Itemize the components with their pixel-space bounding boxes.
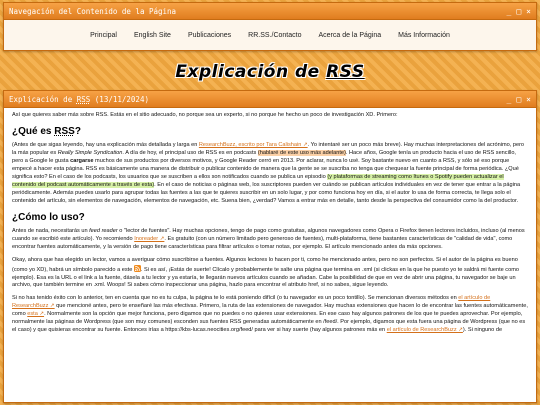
text: . Si es así, ¡Estás de suerte! Clícalo y probablemente te salte una página que termina en .xml (si clickas en la que he puesto yo te saldrá mi fuente como ejemplo). Esa es la URL o el link a la fuente, dásela a tu lector y ya estaría, te llegarán nuevos artículos cuando se añadan. Cabe la posibilidad de que en vez de abrir una página, tu navegador se baje un archivo, que también termine en .xml. Woops! Si sabes cómo inspeccionar una página, hazlo para encontrar el atributo href, si no sabes, sigue leyendo. xyxy=(12,266,519,289)
text: (Antes de que sigas leyendo, hay una explicación más detallada y larga en xyxy=(12,142,199,149)
text: Si no has tenido éxito con lo anterior, ten en cuenta que no es tu culpa, la página te lo está poniendo difícil (o tu navegador es un poco tontillo). Se mencionan diversos métodos en xyxy=(12,295,459,302)
nav-link-rrss-contacto[interactable]: RR.SS./Contacto xyxy=(248,31,302,39)
text: muchos de sus productos por diversos motivos, y Google Reader cerró en 2013. Por aclarar, nunca lo usé. Soy bastante nuevo en cuanto a RSS, y sólo sé eso porque empecé a hacer esta página. RSS es básicamente una manera de distribuir o publicar contenido de manera que la gente se se suscriba no tenga que chequear la fuente principal de forma periódica. ¿Qué significa esto? En el caso de los podcasts, los usuarios que se suscriben a ellos son notificados cuando se publica un episodio xyxy=(12,158,519,180)
nav-window xyxy=(3,2,537,51)
maximize-icon[interactable]: □ xyxy=(516,94,522,104)
text: Okay, ahora que has elegido un lector, vamos a averiguar cómo suscribirse a fuentes. Algunos lectores lo hacen por ti, como he mencionado antes, pero no son perfectos. Si el autor de la página es bueno (como yo XD), habrá un símbolo parecido a este xyxy=(12,256,518,273)
nav-link-acerca[interactable]: Acerca de la Página xyxy=(318,31,382,39)
extension-link[interactable]: esta ↗ xyxy=(27,311,45,318)
section-heading-how-to-use: ¿Cómo lo uso? xyxy=(12,211,85,223)
text: . Yo intentaré ser un poco más breve). Hay muchas interpretaciones del acrónimo, pero la más popular es xyxy=(12,142,525,157)
text: ). Si ninguno de xyxy=(462,327,503,334)
page-title xyxy=(0,62,540,82)
minimize-icon[interactable]: _ xyxy=(506,6,512,16)
text: o "lector de fuentes". Hay muchas opciones, tengo de pago como gratuitas, algunos navegadores como Opera o Firefox tienen lectores incluidos, incluso (al menos cuando se escribió este artículo). Yo recomiendo xyxy=(12,227,525,242)
text: Antes de nada, necesitarás un xyxy=(12,227,90,234)
article-window-titlebar xyxy=(4,91,536,108)
italic-text: Really Simple Syndication xyxy=(57,150,123,157)
paragraph-troubleshoot xyxy=(12,295,528,335)
paragraph-subscribe xyxy=(12,257,528,291)
paragraph-how-to-use xyxy=(12,228,528,252)
heading-suffix: ? xyxy=(74,125,81,137)
nav-link-publicaciones[interactable]: Publicaciones xyxy=(187,31,232,39)
article-content xyxy=(4,108,536,402)
text: . En el caso de noticias o páginas web, los suscriptores pueden ver cuándo se publican artículos individuales en vez de tener que entrar a la página periódicamente. Además puedes usarlo para agrupar todas las fuentes a las que te quieres suscribir en un solo lugar, y por como funciona hoy en día, si el autor lo usa de forma correcta, te llega solo el contenido del artículo, sin elementos de navegación, elementos de navegación, etc. Suena bien, ¿verdad? Vamos a entrar más en detalle, tanto desde la perspectiva del consumidor como la del productor. xyxy=(12,181,521,204)
page-title-abbr: RSS xyxy=(326,62,365,82)
researchbuzz-link[interactable]: ResearchBuzz, escrito por Tara Calishain ↗ xyxy=(198,142,308,149)
inoreader-link[interactable]: Inoreader ↗ xyxy=(134,235,165,242)
article-window-title xyxy=(9,95,149,104)
nav-link-mas-informacion[interactable]: Más Información xyxy=(398,31,450,39)
text: . A día de hoy, el principal uso de RSS es en podcasts xyxy=(122,150,258,157)
researchbuzz-link[interactable]: el artículo de ResearchBuzz ↗ xyxy=(386,327,463,334)
nav-menu xyxy=(4,20,536,50)
article-title-prefix: Explicación de xyxy=(9,94,77,104)
close-icon[interactable]: × xyxy=(526,6,531,16)
article-title-abbr: RSS xyxy=(76,94,91,104)
minimize-icon[interactable]: _ xyxy=(506,94,512,104)
italic-text: feed reader xyxy=(89,227,118,234)
article-window xyxy=(3,90,537,403)
nav-link-english-site[interactable]: English Site xyxy=(133,31,171,39)
section-heading-what-is-rss xyxy=(12,125,528,139)
rss-feed-icon[interactable] xyxy=(134,265,141,272)
bold-text: cargarse xyxy=(70,158,94,164)
maximize-icon[interactable]: □ xyxy=(516,6,522,16)
article-title-date: (13/11/2024) xyxy=(90,94,149,104)
heading-text: ¿Qué es xyxy=(12,125,55,137)
researchbuzz-link[interactable]: el artículo de ResearchBuzz ↗ xyxy=(12,295,491,310)
page-title-text: Explicación de xyxy=(175,62,327,82)
window-controls xyxy=(507,95,531,104)
nav-window-title: Navegación del Contenido de la Página xyxy=(9,6,177,16)
window-controls xyxy=(507,7,531,16)
highlight-orange: (hablaré de este uso más adelante) xyxy=(257,150,346,157)
nav-link-principal[interactable]: Principal xyxy=(90,31,117,39)
text: . Normalmente son la opción que mejor funciona, pero digamos que no puedes o no quieres usar extensiones. En ese caso hay algunos patrones de los que te puedes aprovechar. Por ejemplo, normalmente las páginas de Wordpress (que son muy comunes) esconden sus fuentes RSS generadas automáticamente en /feed/. Por ejemplo, digamos que esta fuera una página de Wordpress (que no es el caso) y que quisieras encontrar su fuente. Entonces irías a https://kbs-lucas.neocities.org/feed/ para ver si hay suerte (hay algunos patrones más en xyxy=(12,311,526,334)
nav-window-titlebar xyxy=(4,3,536,20)
article-intro: Así que quieres saber más sobre RSS. Estás en el sitio adecuado, no porque sea un experto, si no porque he hecho un poco de investigación XD. Primero: xyxy=(12,112,398,118)
text: . Hace años, Google tenía un producto hacia el uso de RSS sencillo, pero a Google le gusta xyxy=(12,150,516,164)
highlight-green: (y plataformas de streaming como Itunes o Spotify pueden actualizar el contenido del podcast automáticamente a través de esta) xyxy=(12,173,504,188)
paragraph-what-is-rss xyxy=(12,142,528,206)
text: . Es gratuito (con un número limitado pero generoso de fuentes), multi-plataforma, tiene bastantes características de "calidad de vida", como encontrar fuentes automáticamente, y la versión de pago tiene características para filtrar artículos o tomar notas, por ejemplo. El artículo mencionado antes da más opciones. xyxy=(12,235,513,250)
heading-abbr: RSS xyxy=(54,125,75,137)
close-icon[interactable]: × xyxy=(526,94,531,104)
text: que mencioné antes, pero te enseñaré las más efectivas. Primero, la ruta de las extensiones de navegador. Hay muchas extensiones que hacen lo de encontrar las fuentes automáticamente, como xyxy=(12,303,528,318)
